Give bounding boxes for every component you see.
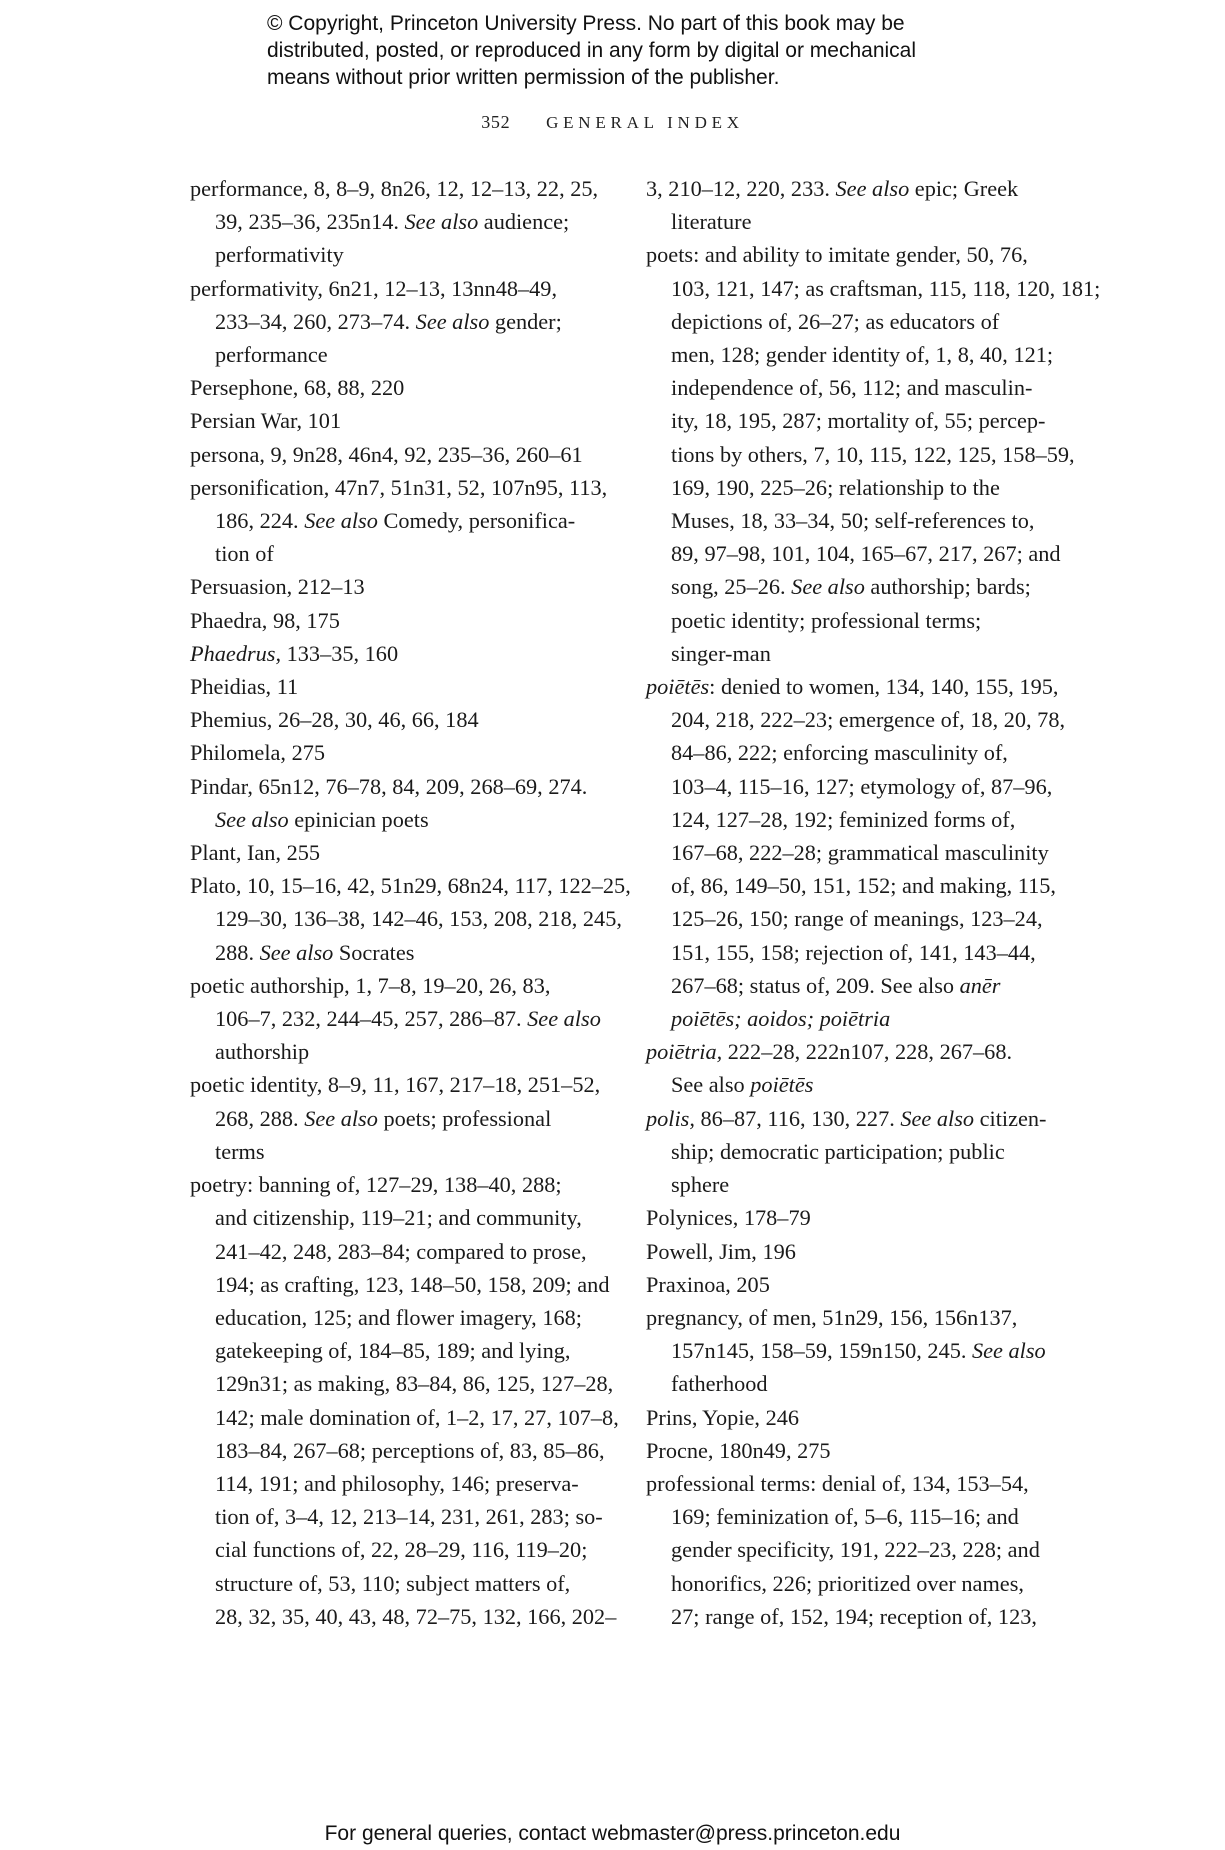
index-entry-line: performativity [215, 242, 344, 268]
index-entry-line: Phemius, 26–28, 30, 46, 66, 184 [190, 707, 479, 733]
index-entry-line: 151, 155, 158; rejection of, 141, 143–44, [671, 939, 1036, 965]
index-entry [190, 836, 610, 869]
index-entry [646, 1235, 1071, 1268]
index-entry-line: men, 128; gender identity of, 1, 8, 40, 121; [671, 342, 1054, 368]
index-entry [646, 1301, 1071, 1401]
index-entry-line: 27; range of, 152, 194; reception of, 123, [671, 1603, 1037, 1629]
index-entry-line: and citizenship, 119–21; and community, [215, 1205, 582, 1231]
index-entry [646, 1035, 1071, 1101]
index-entry-line: Phaedrus, 133–35, 160 [190, 640, 399, 666]
index-entry-line: performance [215, 342, 328, 368]
index-entry-line: literature [671, 209, 752, 235]
index-entry-line: poetic identity; professional terms; [671, 607, 982, 633]
index-entry-line: poetic authorship, 1, 7–8, 19–20, 26, 83, [190, 972, 551, 998]
index-entry-line: 124, 127–28, 192; feminized forms of, [671, 806, 1016, 832]
index-entry-line: Persuasion, 212–13 [190, 574, 365, 600]
index-entry [646, 172, 1071, 238]
index-entry-line: honorifics, 226; prioritized over names, [671, 1570, 1024, 1596]
index-entry [646, 238, 1101, 670]
index-entry-line: sphere [671, 1172, 730, 1198]
index-entry-line: 103–4, 115–16, 127; etymology of, 87–96, [671, 773, 1053, 799]
index-entry [190, 670, 610, 703]
index-entry-line: gender specificity, 191, 222–23, 228; and [671, 1537, 1040, 1563]
index-entry [646, 1434, 1071, 1467]
index-entry-line: Praxinoa, 205 [646, 1271, 770, 1297]
index-entry-line: Procne, 180n49, 275 [646, 1437, 831, 1463]
index-entry-line: performance, 8, 8–9, 8n26, 12, 12–13, 22, 25, [190, 176, 599, 201]
index-entry-line: pregnancy, of men, 51n29, 156, 156n137, [646, 1304, 1018, 1330]
index-entry-line: poetry: banning of, 127–29, 138–40, 288; [190, 1172, 562, 1198]
index-entry [190, 404, 610, 437]
index-entry-line: song, 25–26. See also authorship; bards; [671, 574, 1031, 600]
index-entry-line: 169; feminization of, 5–6, 115–16; and [671, 1504, 1019, 1530]
index-entry-line: See also epinician poets [215, 806, 429, 832]
index-entry-line: poiētēs; aoidos; poiētria [671, 1006, 891, 1032]
index-entry [646, 1268, 1071, 1301]
index-entry-line: personification, 47n7, 51n31, 52, 107n95, 113, [190, 474, 608, 500]
index-entry-line: education, 125; and flower imagery, 168; [215, 1304, 582, 1330]
index-entry-line: tion of, 3–4, 12, 213–14, 231, 261, 283; so- [215, 1504, 603, 1530]
index-entry-line: authorship [215, 1039, 310, 1065]
copyright-line: distributed, posted, or reproduced in any form by digital or mechanical [267, 39, 917, 62]
index-entry-line: 89, 97–98, 101, 104, 165–67, 217, 267; and [671, 541, 1061, 567]
index-entry-line: 194; as crafting, 123, 148–50, 158, 209; and [215, 1271, 610, 1297]
index-entry-line: 186, 224. See also Comedy, personifica- [215, 508, 576, 534]
index-entry-line: poets: and ability to imitate gender, 50, 76, [646, 242, 1028, 268]
index-entry [190, 869, 631, 969]
index-entry-line: 204, 218, 222–23; emergence of, 18, 20, 78, [671, 707, 1066, 733]
index-entry-line: poiētria, 222–28, 222n107, 228, 267–68. [646, 1039, 1013, 1065]
index-entry-line: Philomela, 275 [190, 740, 326, 766]
index-entry [190, 272, 610, 372]
copyright-line: means without prior written permission of the publisher. [267, 66, 780, 89]
footer-contact: For general queries, contact webmaster@press.princeton.edu [324, 1822, 901, 1845]
index-entry-line: 157n145, 158–59, 159n150, 245. See also [671, 1338, 1046, 1364]
index-entry [190, 172, 610, 272]
index-entry-line: Pindar, 65n12, 76–78, 84, 209, 268–69, 274. [190, 773, 588, 799]
index-entry [646, 1401, 1071, 1434]
index-entry-line: Plant, Ian, 255 [190, 840, 321, 866]
index-entry-line: singer-man [671, 640, 771, 666]
index-entry-line: 84–86, 222; enforcing masculinity of, [671, 740, 1008, 766]
index-entry-line: 114, 191; and philosophy, 146; preserva- [215, 1470, 579, 1496]
index-entry-line: Plato, 10, 15–16, 42, 51n29, 68n24, 117, 122–25, [190, 873, 631, 899]
copyright-notice [267, 10, 1027, 91]
page-number: 352 [481, 112, 511, 132]
index-entry-line: gatekeeping of, 184–85, 189; and lying, [215, 1338, 571, 1364]
index-entry-line: structure of, 53, 110; subject matters of, [215, 1570, 571, 1596]
index-entry [190, 570, 610, 603]
index-entry-line: depictions of, 26–27; as educators of [671, 308, 1000, 334]
index-entry-line: Muses, 18, 33–34, 50; self-references to, [671, 508, 1035, 534]
index-entry-line: 233–34, 260, 273–74. See also gender; [215, 308, 562, 334]
index-entry-line: Phaedra, 98, 175 [190, 607, 340, 633]
index-entry-line: terms [215, 1138, 265, 1164]
index-entry [190, 703, 610, 736]
index-entry-line: 28, 32, 35, 40, 43, 48, 72–75, 132, 166, 202– [215, 1603, 617, 1629]
copyright-line: © Copyright, Princeton University Press. No part of this book may be [267, 12, 905, 35]
index-entry-line: 103, 121, 147; as craftsman, 115, 118, 120, 181; [671, 275, 1101, 301]
index-entry [190, 969, 610, 1069]
index-entry-line: independence of, 56, 112; and masculin- [671, 375, 1033, 401]
index-entry-line: 142; male domination of, 1–2, 17, 27, 107–8, [215, 1404, 619, 1430]
index-entry-line: 129–30, 136–38, 142–46, 153, 208, 218, 245, [215, 906, 622, 932]
index-entry-line: poetic identity, 8–9, 11, 167, 217–18, 251–52, [190, 1072, 601, 1098]
running-head [0, 112, 1225, 133]
index-entry-line: See also poiētēs [671, 1072, 814, 1098]
index-entry-line: 241–42, 248, 283–84; compared to prose, [215, 1238, 587, 1264]
index-entry-line: 267–68; status of, 209. See also anēr [671, 972, 1001, 998]
index-entry-line: persona, 9, 9n28, 46n4, 92, 235–36, 260–61 [190, 441, 583, 467]
index-entry-line: 288. See also Socrates [215, 939, 415, 965]
index-entry-line: fatherhood [671, 1371, 768, 1397]
index-entry-line: 268, 288. See also poets; professional [215, 1105, 552, 1131]
index-entry-line: Persephone, 68, 88, 220 [190, 375, 405, 401]
index-entry-line: polis, 86–87, 116, 130, 227. See also citizen- [646, 1105, 1047, 1131]
index-entry-line: poiētēs: denied to women, 134, 140, 155, 195, [646, 674, 1059, 700]
index-entry-line: Polynices, 178–79 [646, 1205, 811, 1231]
index-entry [190, 637, 610, 670]
index-entry-line: of, 86, 149–50, 151, 152; and making, 115, [671, 873, 1057, 899]
index-entry-line: Prins, Yopie, 246 [646, 1404, 800, 1430]
index-entry-line: performativity, 6n21, 12–13, 13nn48–49, [190, 275, 558, 301]
index-entry-line: 3, 210–12, 220, 233. See also epic; Greek [646, 176, 1019, 201]
index-entry [190, 604, 610, 637]
index-entry-line: Persian War, 101 [190, 408, 342, 434]
section-title: GENERAL INDEX [546, 113, 744, 132]
index-entry [190, 471, 610, 571]
index-entry-line: 125–26, 150; range of meanings, 123–24, [671, 906, 1043, 932]
index-entry-line: professional terms: denial of, 134, 153–54, [646, 1470, 1029, 1496]
index-entry [646, 670, 1071, 1035]
index-entry-line: 129n31; as making, 83–84, 86, 125, 127–28, [215, 1371, 614, 1397]
index-entry-line: 167–68, 222–28; grammatical masculinity [671, 840, 1049, 866]
index-entry-line: cial functions of, 22, 28–29, 116, 119–20; [215, 1537, 588, 1563]
index-entry [646, 1467, 1071, 1633]
index-column-left [190, 172, 631, 1633]
index-entry [646, 1102, 1071, 1202]
index-entry-line: 169, 190, 225–26; relationship to the [671, 474, 1000, 500]
index-entry-line: 39, 235–36, 235n14. See also audience; [215, 209, 570, 235]
index-entry [190, 438, 610, 471]
index-entry-line: tions by others, 7, 10, 115, 122, 125, 158–59, [671, 441, 1075, 467]
index-entry [190, 770, 610, 836]
index-entry-line: Powell, Jim, 196 [646, 1238, 796, 1264]
index-entry-line: ship; democratic participation; public [671, 1138, 1005, 1164]
index-entry-line: tion of [215, 541, 274, 567]
index-entry-line: 106–7, 232, 244–45, 257, 286–87. See also [215, 1006, 601, 1032]
index-column-right [646, 172, 1101, 1633]
index-entry [190, 1068, 610, 1168]
index-entry [190, 1168, 619, 1633]
index-entry-line: 183–84, 267–68; perceptions of, 83, 85–86, [215, 1437, 605, 1463]
index-entry [190, 371, 610, 404]
index-entry [190, 736, 610, 769]
index-entry-line: Pheidias, 11 [190, 674, 299, 700]
index-entry-line: ity, 18, 195, 287; mortality of, 55; percep- [671, 408, 1046, 434]
index-entry [646, 1201, 1071, 1234]
